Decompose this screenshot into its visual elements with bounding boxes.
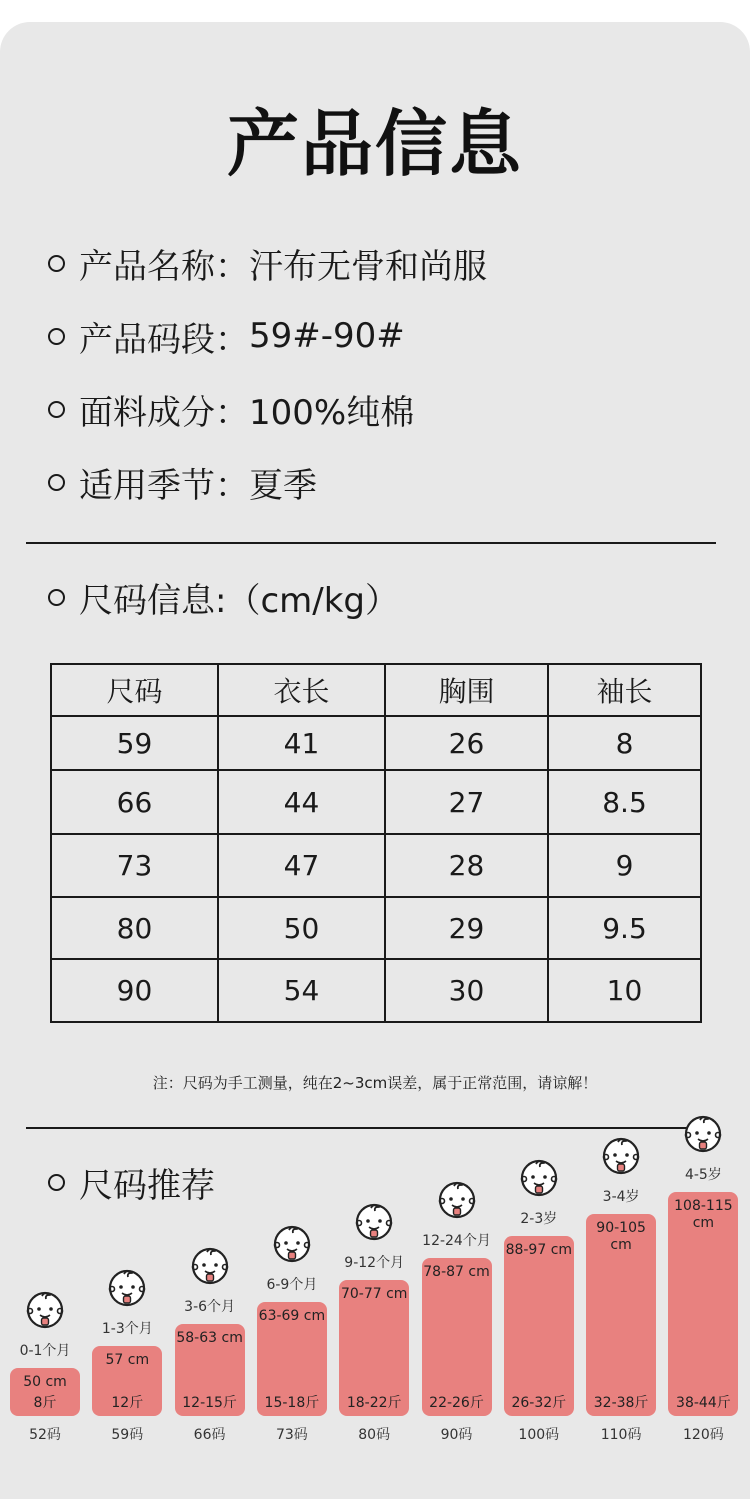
height-label: 63-69 cm (258, 1308, 326, 1324)
size-code-label: 90码 (440, 1427, 473, 1443)
height-label: 57 cm (105, 1352, 150, 1368)
baby-face-icon (597, 1134, 645, 1178)
age-label: 3-4岁 (602, 1189, 640, 1205)
info-label: 产品码段： (79, 319, 249, 360)
table-cell: 9.5 (548, 897, 701, 959)
baby-face-icon (679, 1112, 727, 1156)
weight-label: 22-26斤 (429, 1395, 484, 1411)
height-label: 88-97 cm (505, 1242, 573, 1258)
weight-label: 8斤 (33, 1395, 57, 1411)
age-label: 4-5岁 (684, 1167, 722, 1183)
size-code-label: 120码 (683, 1427, 724, 1443)
table-cell: 44 (218, 770, 385, 834)
info-value: 59#-90# (249, 316, 405, 356)
weight-label: 15-18斤 (264, 1395, 320, 1411)
age-label: 1-3个月 (101, 1321, 153, 1337)
info-value: 汗布无骨和尚服 (249, 246, 487, 287)
table-header: 衣长 (218, 664, 385, 716)
baby-face-icon (186, 1244, 234, 1288)
size-bar (586, 1214, 656, 1416)
table-cell: 50 (218, 897, 385, 959)
size-code-label: 80码 (358, 1427, 391, 1443)
table-cell: 29 (385, 897, 548, 959)
baby-face-icon (350, 1200, 398, 1244)
height-label: 50 cm (23, 1374, 67, 1390)
section-heading: 尺码推荐 (79, 1165, 215, 1206)
size-code-label: 100码 (518, 1427, 560, 1443)
height-label: 58-63 cm (176, 1330, 243, 1346)
size-code-label: 52码 (29, 1427, 61, 1443)
age-label: 9-12个月 (344, 1255, 405, 1271)
size-code-label: 73码 (275, 1427, 308, 1443)
table-cell: 9 (548, 834, 701, 897)
age-label: 2-3岁 (520, 1211, 558, 1227)
weight-label: 38-44斤 (676, 1395, 731, 1411)
measurement-note: 注：尺码为手工测量，纯在2~3cm误差，属于正常范围，请谅解！ (152, 1074, 598, 1092)
info-label: 产品名称： (79, 246, 249, 287)
size-code-label: 110码 (600, 1427, 642, 1443)
table-cell: 54 (218, 959, 385, 1022)
height-label: 78-87 cm (423, 1264, 490, 1280)
baby-face-icon (103, 1266, 151, 1310)
table-cell: 90 (51, 959, 218, 1022)
size-code-label: 66码 (193, 1427, 226, 1443)
table-cell: 8.5 (548, 770, 701, 834)
size-bar (668, 1192, 738, 1416)
table-cell: 28 (385, 834, 548, 897)
weight-label: 32-38斤 (593, 1395, 649, 1411)
weight-label: 12-15斤 (182, 1395, 237, 1411)
size-bar (10, 1368, 80, 1416)
height-label: 90-105 cm (596, 1220, 646, 1253)
table-header: 尺码 (51, 664, 218, 716)
height-label: 70-77 cm (340, 1286, 408, 1302)
page-title: 产品信息 (226, 102, 523, 186)
weight-label: 12斤 (111, 1395, 144, 1411)
table-header: 胸围 (385, 664, 548, 716)
table-cell: 73 (51, 834, 218, 897)
table-cell: 30 (385, 959, 548, 1022)
weight-label: 26-32斤 (511, 1395, 567, 1411)
size-bar (175, 1324, 245, 1416)
table-cell: 41 (218, 716, 385, 770)
size-bar (504, 1236, 574, 1416)
baby-face-icon (268, 1222, 316, 1266)
table-cell: 47 (218, 834, 385, 897)
age-label: 6-9个月 (266, 1277, 318, 1293)
age-label: 0-1个月 (19, 1343, 71, 1359)
table-cell: 66 (51, 770, 218, 834)
table-cell: 27 (385, 770, 548, 834)
section-heading: 尺码信息:（cm/kg） (79, 580, 399, 621)
size-bar (257, 1302, 327, 1416)
table-cell: 59 (51, 716, 218, 770)
table-cell: 10 (548, 959, 701, 1022)
size-bar (92, 1346, 162, 1416)
table-cell: 8 (548, 716, 701, 770)
size-code-label: 59码 (111, 1427, 144, 1443)
weight-label: 18-22斤 (346, 1395, 402, 1411)
info-label: 面料成分： (79, 392, 249, 433)
baby-face-icon (515, 1156, 563, 1200)
baby-face-icon (433, 1178, 481, 1222)
height-label: 108-115 cm (674, 1198, 733, 1231)
baby-face-icon (21, 1288, 69, 1332)
table-header: 袖长 (548, 664, 701, 716)
size-bar (339, 1280, 409, 1416)
age-label: 3-6个月 (184, 1299, 236, 1315)
age-label: 12-24个月 (422, 1233, 491, 1249)
info-value: 夏季 (249, 465, 317, 506)
info-label: 适用季节： (79, 465, 249, 506)
size-bar (422, 1258, 492, 1416)
table-cell: 80 (51, 897, 218, 959)
info-value: 100%纯棉 (249, 392, 415, 433)
table-cell: 26 (385, 716, 548, 770)
